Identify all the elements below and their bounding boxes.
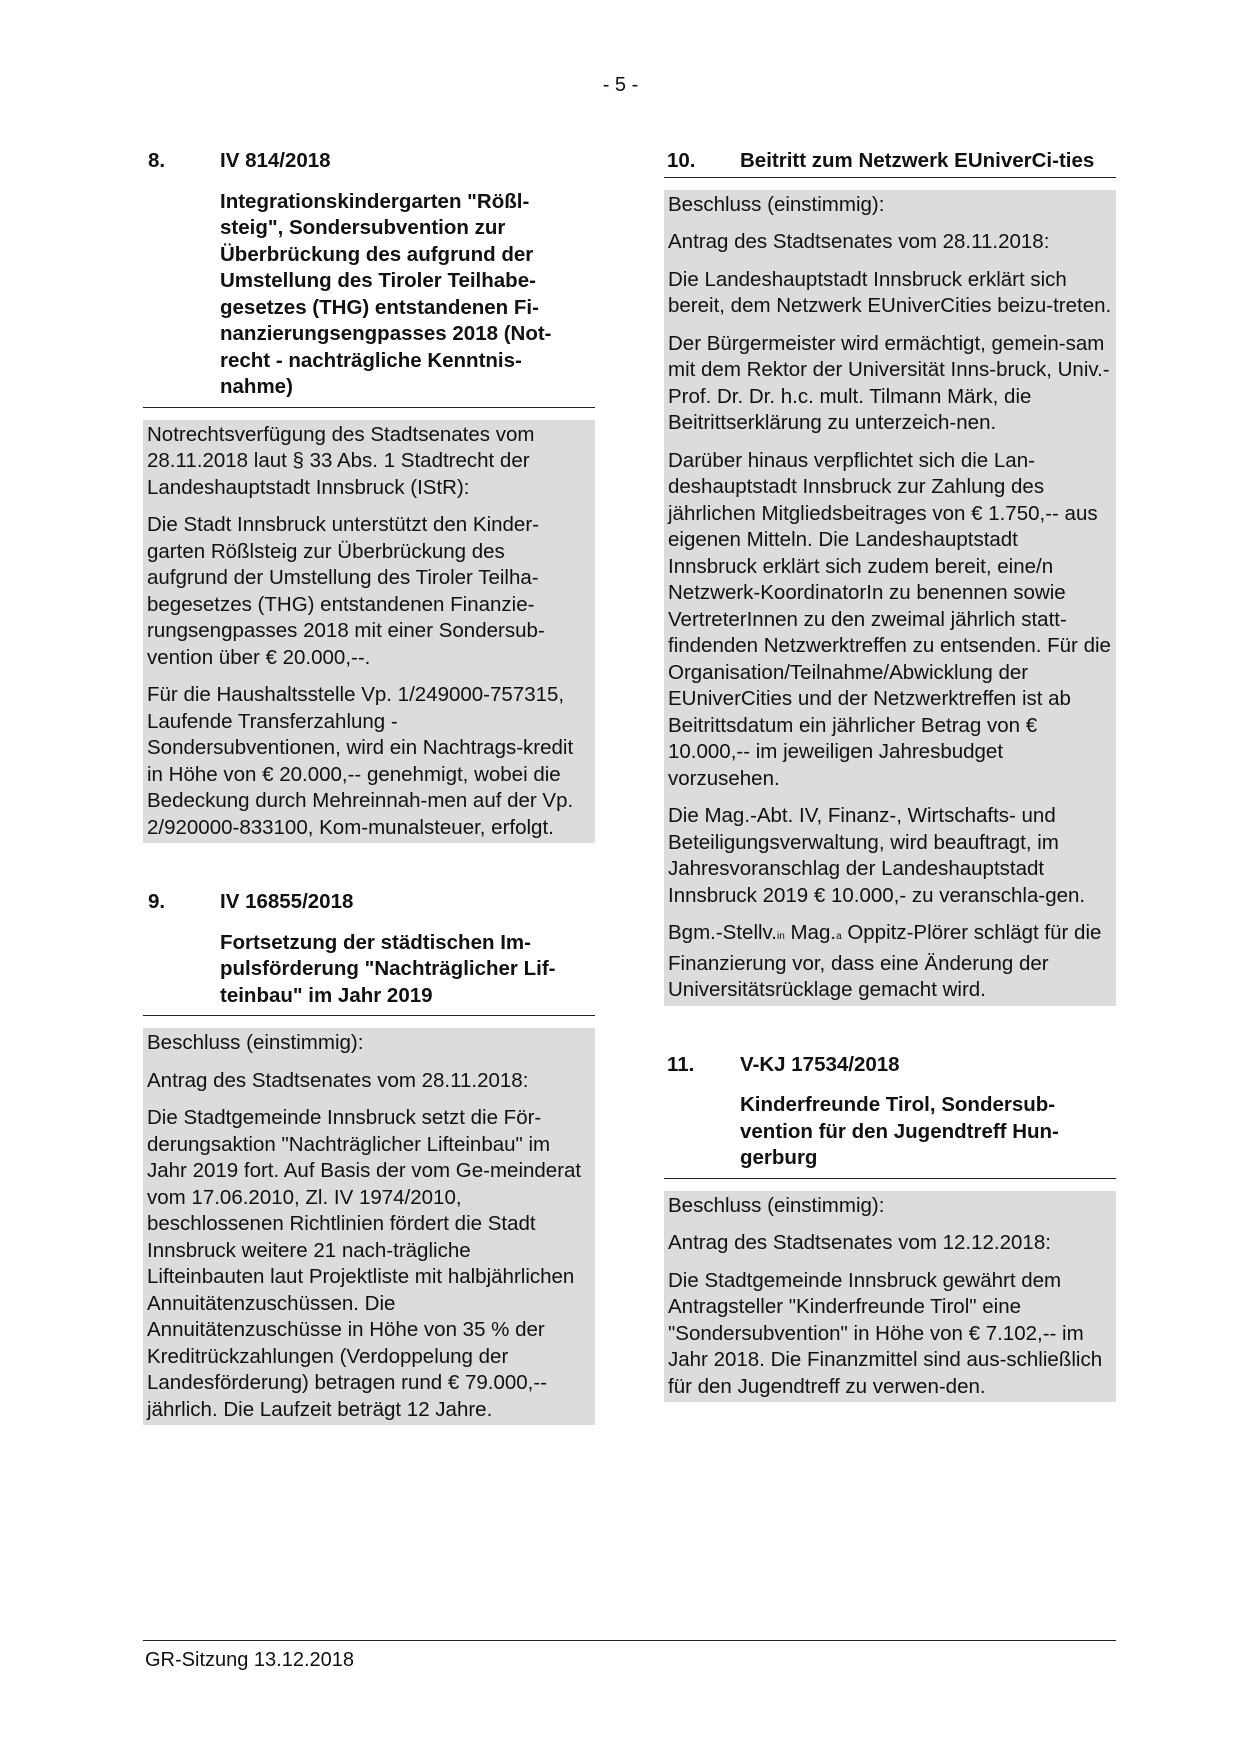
footer-rule — [143, 1640, 1116, 1641]
header-rule — [143, 1015, 595, 1016]
resolution-paragraph: Die Mag.-Abt. IV, Finanz-, Wirtschafts- und Beteiligungsverwaltung, wird beauftragt, im Jahresvoranschlag der Landeshauptstadt Innsbruck 2019 € 10.000,- zu veranschla-gen. — [668, 804, 1086, 907]
page-number: - 5 - — [602, 74, 639, 96]
resolution-paragraph: Antrag des Stadtsenates vom 28.11.2018: — [668, 230, 1050, 253]
agenda-item-10 — [664, 148, 1116, 1006]
right-column — [664, 148, 1116, 1402]
item-header — [143, 148, 595, 405]
header-rule — [143, 407, 595, 408]
header-rule — [664, 1178, 1116, 1179]
resolution-paragraph: Die Landeshauptstadt Innsbruck erklärt sich bereit, dem Netzwerk EUniverCities beizu-treten. — [668, 267, 1112, 317]
item-subject: Fortsetzung der städtischen Im-pulsförderung "Nachträglicher Lif-teinbau" im Jahr 2019 — [220, 930, 556, 1007]
item-number: 10. — [667, 149, 696, 172]
paragraph-text: Oppitz-Plörer schlägt für die Finanzierung vor, dass eine Änderung der Universitätsrücklage gemacht wird. — [668, 921, 1102, 1001]
resolution-paragraph: Beschluss (einstimmig): — [668, 1193, 885, 1217]
item-subject: Integrationskindergarten "Rößl-steig", Sondersubvention zur Überbrückung des aufgrund der Umstellung des Tiroler Teilhabe-gesetzes (THG) entstandenen Fi-nanzierungsengpasses 2018 (Not-recht - nachträgliche Kenntnis-nahme) — [220, 189, 552, 398]
agenda-item-9 — [143, 889, 595, 1425]
item-reference: IV 16855/2018 — [220, 890, 354, 913]
resolution-paragraph — [668, 920, 1112, 1004]
resolution-block — [664, 1191, 1116, 1403]
resolution-block — [664, 190, 1116, 1006]
footer-session-label: GR-Sitzung 13.12.2018 — [145, 1649, 355, 1671]
gender-suffix: in — [776, 931, 785, 942]
agenda-item-8 — [143, 148, 595, 843]
resolution-paragraph: Der Bürgermeister wird ermächtigt, gemein-sam mit dem Rektor der Universität Inns-bruck, Univ.-Prof. Dr. Dr. h.c. mult. Tilmann Märk, die Beitrittserklärung zu unterzeich-nen. — [668, 331, 1110, 434]
gender-suffix: a — [836, 931, 842, 942]
item-number: 8. — [148, 149, 166, 172]
resolution-block — [143, 420, 595, 844]
item-title: Beitritt zum Netzwerk EUniverCi-ties — [740, 149, 1095, 172]
agenda-item-11 — [664, 1052, 1116, 1403]
resolution-paragraph: Die Stadtgemeinde Innsbruck gewährt dem Antragsteller "Kinderfreunde Tirol" eine "Sondersubvention" in Höhe von € 7.102,-- im Jahr 2018. Die Finanzmittel sind aus-schließlich für den Jugendtreff zu verwen-den. — [668, 1268, 1103, 1398]
deputy-title: Bgm.-Stellv. — [668, 921, 777, 944]
resolution-paragraph: Für die Haushaltsstelle Vp. 1/249000-757315, Laufende Transferzahlung - Sondersubventionen, wird ein Nachtrags-kredit in Höhe von € 20.000,-- genehmigt, wobei die Bedeckung durch Mehreinnah-men auf der Vp. 2/920000-833100, Kom-munalsteuer, erfolgt. — [147, 683, 574, 839]
item-number: 11. — [667, 1052, 695, 1076]
resolution-paragraph: Antrag des Stadtsenates vom 28.11.2018: — [147, 1068, 529, 1092]
item-reference: IV 814/2018 — [220, 149, 331, 172]
header-rule — [664, 177, 1116, 178]
resolution-paragraph: Beschluss (einstimmig): — [668, 192, 885, 216]
item-number: 9. — [148, 890, 166, 913]
resolution-block — [143, 1028, 595, 1425]
item-subject: Kinderfreunde Tirol, Sondersub-vention für den Jugendtreff Hun-gerburg — [740, 1093, 1059, 1169]
item-header — [143, 889, 595, 1013]
left-column — [143, 148, 595, 1425]
resolution-paragraph: Darüber hinaus verpflichtet sich die Lan-deshauptstadt Innsbruck zur Zahlung des jährlichen Mitgliedsbeitrages von € 1.750,-- aus eigenen Mitteln. Die Landeshauptstadt Innsbruck erklärt sich zudem bereit, eine/n Netzwerk-KoordinatorIn zu benennen sowie VertreterInnen zu den zweimal jährlich statt-findenden Netzwerktreffen zu entsenden. Für die Organisation/Teilnahme/Abwicklung der EUniverCities und der Netzwerktreffen ist ab Beitrittsdatum ein jährlicher Betrag von € 10.000,-- im jeweiligen Jahresbudget vorzusehen. — [668, 448, 1111, 790]
item-reference: V-KJ 17534/2018 — [740, 1052, 900, 1076]
resolution-paragraph: Notrechtsverfügung des Stadtsenates vom 28.11.2018 laut § 33 Abs. 1 Stadtrecht der Landeshauptstadt Innsbruck (IStR): — [147, 422, 535, 499]
resolution-paragraph: Beschluss (einstimmig): — [147, 1031, 364, 1054]
item-header — [664, 148, 1116, 175]
item-header — [664, 1052, 1116, 1176]
resolution-paragraph: Die Stadt Innsbruck unterstützt den Kinder-garten Rößlsteig zur Überbrückung des aufgrund der Umstellung des Tiroler Teilha-begesetzes (THG) entstandenen Finanzie-rungsengpasses 2018 mit einer Sondersub-vention über € 20.000,--. — [147, 513, 545, 669]
academic-title: Mag. — [784, 921, 837, 944]
resolution-paragraph: Die Stadtgemeinde Innsbruck setzt die För-derungsaktion "Nachträglicher Lifteinbau" im Jahr 2019 fort. Auf Basis der vom Ge-meinderat vom 17.06.2010, Zl. IV 1974/2010, beschlossenen Richtlinien fördert die Stadt Innsbruck weitere 21 nach-trägliche Lifteinbauten laut Projektliste mit halbjährlichen Annuitätenzuschüssen. Die Annuitätenzuschüsse in Höhe von 35 % der Kreditrückzahlungen (Verdoppelung der Landesförderung) betragen rund € 79.000,-- jährlich. Die Laufzeit beträgt 12 Jahre. — [147, 1106, 582, 1421]
resolution-paragraph: Antrag des Stadtsenates vom 12.12.2018: — [668, 1231, 1051, 1254]
